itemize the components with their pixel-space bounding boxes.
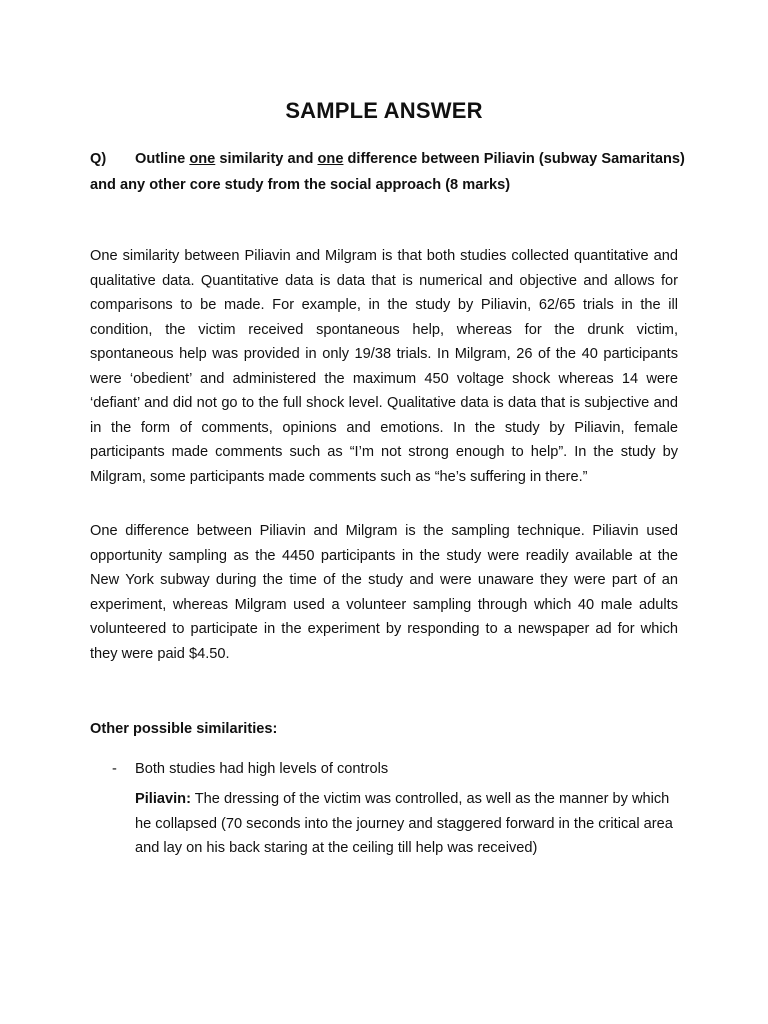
similarity-paragraph: One similarity between Piliavin and Milgram is that both studies collected quantitative and qualitative data. Quantitative data is data that is numerical and objective and allows for comparisons to be made. For example, in the study by Piliavin, 62/65 trials in the ill condition, the victim received spontaneous help, whereas for the drunk victim, spontaneous help was provided in only 19/38 trials. In Milgram, 26 of the 40 participants were ‘obedient’ and administered the maximum 450 voltage shock whereas 14 were ‘defiant’ and did not go to the full shock level. Qualitative data is data that is subjective and in the form of comments, opinions and emotions. In the study by Piliavin, female participants made comments such as “I’m not strong enough to help”. In the study by Milgram, some participants made comments such as “he’s suffering in there.” bbox=[90, 248, 678, 485]
bullet-dash: - bbox=[112, 761, 117, 777]
question-text-part3: difference between Piliavin (subway Samaritans) and any other core study from the social approach (8 marks) bbox=[90, 151, 685, 193]
detail-label: Piliavin: bbox=[135, 791, 191, 807]
question-text-part2: similarity and bbox=[215, 151, 318, 167]
question bbox=[90, 146, 690, 198]
question-emphasis-one-b: one bbox=[317, 151, 344, 167]
list-item bbox=[112, 757, 388, 781]
detail-text: The dressing of the victim was controlled, as well as the manner by which he collapsed (70 seconds into the journey and staggered forward in the critical area and lay on his back staring at the ceiling till help was received) bbox=[135, 791, 673, 856]
question-label: Q) bbox=[90, 151, 107, 167]
question-text-part1: Outline bbox=[135, 151, 190, 167]
other-similarities-heading: Other possible similarities: bbox=[90, 721, 278, 737]
question-emphasis-one-a: one bbox=[189, 151, 216, 167]
piliavin-detail bbox=[135, 787, 685, 861]
page-title: SAMPLE ANSWER bbox=[285, 98, 483, 123]
bullet-text: Both studies had high levels of controls bbox=[135, 761, 389, 777]
difference-paragraph: One difference between Piliavin and Milgram is the sampling technique. Piliavin used opportunity sampling as the 4450 participants in the study were readily available at the New York subway during the time of the study and were unaware they were part of an experiment, whereas Milgram used a volunteer sampling through which 40 male adults volunteered to participate in the experiment by responding to a newspaper ad for which they were paid $4.50. bbox=[90, 523, 678, 662]
